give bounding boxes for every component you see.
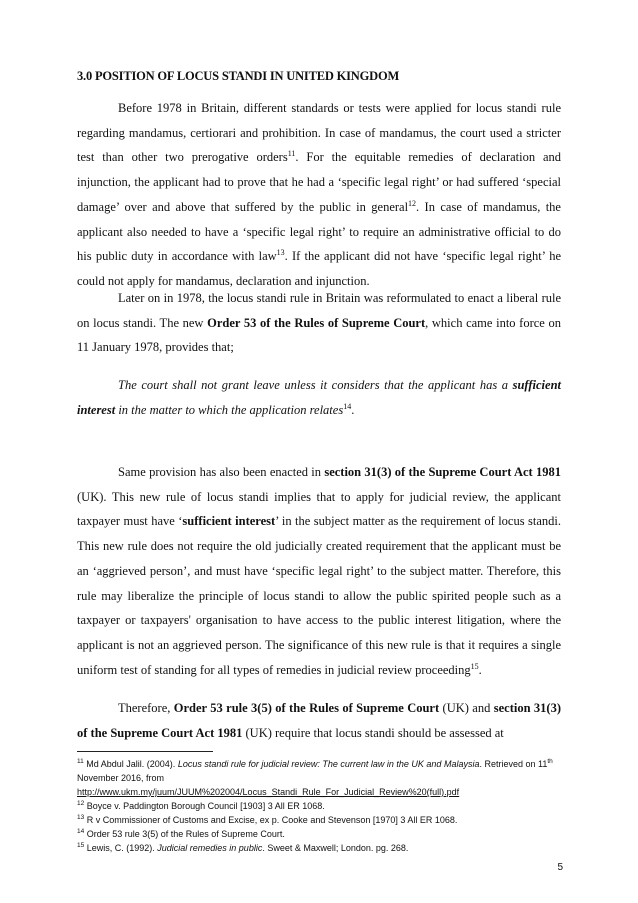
footnote-text: Order 53 rule 3(5) of the Rules of Supreme Court. xyxy=(84,829,285,839)
paragraph-text: (UK) and xyxy=(439,701,494,715)
paragraph-2 xyxy=(77,286,561,360)
paragraph-text: (UK) require that locus standi should be assessed at xyxy=(242,725,504,740)
paragraph-text: ’ in the subject matter as the requirement of locus standi. This new rule does not require the old judicially created requirement that the applicant must be an ‘aggrieved person’, and must have ‘specific legal right’ to the subject matter. Therefore, this rule may liberalize the principle of locus standi to allow the public spirited people such as a taxpayer or taxpayers' organisation to have access to the public interest litigation, where the applicant is not an aggrieved person. The significance of this new rule is that it requires a single uniform test of standing for all types of remedies in judicial review proceeding xyxy=(77,514,561,677)
quoted-provision xyxy=(77,373,561,422)
footnote-text: . Retrieved on 11 xyxy=(479,759,548,769)
paragraph-text: Same provision has also been enacted in xyxy=(118,465,325,479)
bold-citation: Order 53 rule 3(5) of the Rules of Supreme Court xyxy=(173,701,440,715)
paragraph-text: Before 1978 in Britain, different standards or tests were applied for locus standi rule regarding mandamus, certiorari and prohibition. In case of mandamus, the court used a stricter test than other two prerogative orders xyxy=(77,101,561,165)
footnote-number: 14 xyxy=(77,828,85,835)
paragraph-4 xyxy=(77,460,561,682)
quote-text: The court shall not grant leave unless it considers that the applicant has a xyxy=(118,378,513,392)
footnote-number: 13 xyxy=(77,814,85,821)
footnote-12 xyxy=(77,799,567,813)
footnote-title: Locus standi rule for judicial review: The current law in the UK and Malaysia xyxy=(177,759,480,769)
paragraph-1 xyxy=(77,96,561,294)
footnote-ref[interactable]: 13 xyxy=(276,248,285,258)
paragraph-text: . In case of mandamus, the applicant also needed to have a ‘specific legal right’ to require an administrative official to do his public duty in accordance with law xyxy=(77,199,561,264)
paragraph-text: . xyxy=(478,662,482,677)
paragraph-text: . For the equitable remedies of declaration and injunction, the applicant had to prove that he had a ‘specific legal right’ or had suffered ‘special damage’ over and above that suffered by the public in general xyxy=(77,150,561,214)
bold-citation: section 31(3) of the Supreme Court Act 1981 xyxy=(77,701,561,740)
footnote-text: R v Commissioner of Customs and Excise, ex p. Cooke and Stevenson [1970] 3 All ER 1068. xyxy=(84,815,458,825)
footnote-number: 11 xyxy=(77,758,84,765)
footnote-13 xyxy=(77,813,567,827)
paragraph-5 xyxy=(77,696,561,745)
footnotes xyxy=(77,757,567,855)
footnote-ref[interactable]: 15 xyxy=(470,661,479,671)
footnote-text: Lewis, C. (1992). xyxy=(84,843,158,853)
paragraph-text: (UK). This new rule of locus standi implies that to apply for judicial review, the applicant taxpayer must have ‘ xyxy=(77,489,561,529)
footnote-text: November 2016, from xyxy=(77,773,165,783)
footnote-text: Boyce v. Paddington Borough Council [1903] 3 All ER 1068. xyxy=(84,801,325,811)
footnote-11 xyxy=(77,757,567,799)
footnote-link[interactable]: http://www.ukm.my/juum/JUUM%202004/Locus_Standi_Rule_For_Judicial_Review%20(full).pdf xyxy=(77,787,460,797)
bold-citation: Order 53 of the Rules of Supreme Court xyxy=(207,315,426,330)
footnote-divider xyxy=(77,751,213,752)
bold-citation: section 31(3) of the Supreme Court Act 1981 xyxy=(324,465,561,479)
footnote-ref[interactable]: 11 xyxy=(287,149,296,159)
footnote-number: 15 xyxy=(77,842,85,849)
paragraph-text: Later on in 1978, the locus standi rule in Britain was reformulated to enact a liberal rule on locus standi. The new xyxy=(77,291,561,330)
quote-text: in the matter to which the application relates xyxy=(115,402,344,417)
paragraph-text: . xyxy=(351,402,355,417)
footnote-ref[interactable]: 14 xyxy=(343,401,352,411)
paragraph-text: , which came into force on 11 January 1978, provides that; xyxy=(77,315,561,355)
footnote-14 xyxy=(77,827,567,841)
bold-term: sufficient interest xyxy=(182,514,276,529)
footnote-text: Md Abdul Jalil. (2004). xyxy=(83,759,178,769)
footnote-text: . Sweet & Maxwell; London. pg. 268. xyxy=(262,843,409,853)
page-number: 5 xyxy=(557,862,563,873)
footnote-ref[interactable]: 12 xyxy=(408,198,417,208)
paragraph-text: . If the applicant did not have ‘specific legal right’ he could not apply for mandamus, declaration and injunction. xyxy=(77,249,561,288)
footnote-15 xyxy=(77,841,567,855)
section-heading: 3.0 POSITION OF LOCUS STANDI IN UNITED KINGDOM xyxy=(77,69,400,83)
quote-emphasis: sufficient interest xyxy=(77,378,561,417)
ordinal-suffix: th xyxy=(547,758,553,765)
paragraph-text: Therefore, xyxy=(118,701,174,715)
footnote-number: 12 xyxy=(77,800,85,807)
footnote-title: Judicial remedies in public xyxy=(157,843,263,853)
